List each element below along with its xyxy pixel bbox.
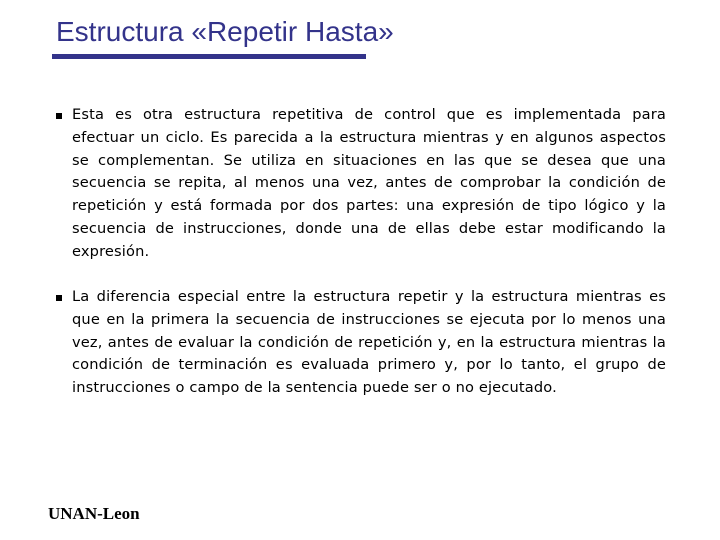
bullet-item: [72, 104, 666, 264]
footer-label: UNAN-Leon: [48, 504, 140, 523]
square-bullet-icon: [56, 295, 62, 301]
bullet-text: Esta es otra estructura repetitiva de control que es implementada para efectuar un ciclo. Es parecida a la estructura mientras y en algunos aspectos se complementan. Se utiliza en situaciones en las que se desea que una secuencia se repita, al menos una vez, antes de comprobar la condición de repetición y está formada por dos partes: una expresión de tipo lógico y la secuencia de instrucciones, donde una de ellas debe estar modificando la expresión.: [72, 106, 666, 260]
bullet-item: [72, 286, 666, 400]
title-underline: [52, 54, 366, 59]
square-bullet-icon: [56, 113, 62, 119]
slide-title: Estructura «Repetir Hasta»: [56, 16, 394, 47]
bullet-text: La diferencia especial entre la estructura repetir y la estructura mientras es que en la primera la secuencia de instrucciones se ejecuta por lo menos una vez, antes de evaluar la condición de repetición y, en la estructura mientras la condición de terminación es evaluada primero y, por lo tanto, el grupo de instrucciones o campo de la sentencia puede ser o no ejecutado.: [72, 288, 666, 397]
